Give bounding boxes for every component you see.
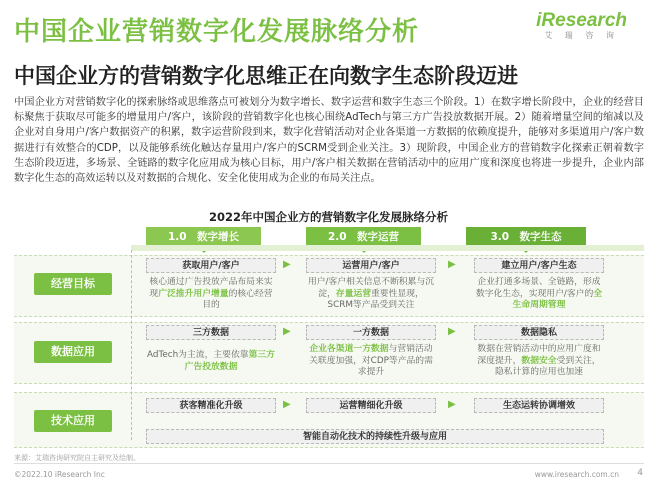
data-header-1: 三方数据 — [146, 325, 276, 340]
phase-bar — [131, 245, 644, 251]
phase-tab-1: 1.0 数字增长 — [146, 227, 261, 247]
page-title: 中国企业营销数字化发展脉络分析 — [14, 17, 420, 47]
logo-text: iResearch — [536, 10, 627, 31]
data-desc-3: 数据在营销活动中的应用广度和深度提升，数据安全受到关注，隐私计算的应用也加速 — [477, 344, 601, 377]
divider — [14, 463, 644, 464]
arrow-icon: ▶ — [448, 259, 456, 270]
goal-header-2: 运营用户/客户 — [306, 258, 436, 273]
arrow-icon: ▶ — [448, 326, 456, 337]
data-desc-1: AdTech为主流，主要依靠第三方广告投放数据 — [147, 350, 275, 372]
chart-title: 2022年中国企业方的营销数字化发展脉络分析 — [208, 210, 448, 224]
phase-tab-2: 2.0 数字运营 — [306, 227, 421, 247]
arrow-icon: ▶ — [283, 399, 291, 410]
row-label-goals: 经营目标 — [34, 273, 112, 295]
arrow-icon: ▶ — [283, 326, 291, 337]
data-desc-2: 企业各渠道一方数据与营销活动关联度加强，对CDP等产品的需求提升 — [309, 344, 433, 377]
data-header-2: 一方数据 — [306, 325, 436, 340]
goal-desc-3: 企业打通多场景、全链路，形成数字化生态，实现用户/客户的全生命周期管理 — [475, 277, 603, 310]
row-label-tech: 技术应用 — [34, 410, 112, 432]
tech-header-2: 运营精细化升级 — [306, 398, 436, 413]
copyright: ©2022.10 iResearch Inc — [14, 470, 105, 479]
logo-subtext: 艾 瑞 咨 询 — [544, 31, 619, 40]
data-header-3: 数据隐私 — [474, 325, 604, 340]
page-subtitle: 中国企业方的营销数字化思维正在向数字生态阶段迈进 — [14, 64, 518, 88]
phase-tab-3: 3.0 数字生态 — [466, 227, 586, 247]
goal-header-3: 建立用户/客户生态 — [474, 258, 604, 273]
website: www.iresearch.com.cn — [534, 470, 619, 479]
arrow-icon: ▶ — [448, 399, 456, 410]
page-number: 4 — [637, 468, 643, 478]
goal-desc-1: 核心通过广告投放产品布局来实现广泛推升用户增量的核心经营目的 — [149, 277, 273, 310]
row-label-data: 数据应用 — [34, 341, 112, 363]
goal-header-1: 获取用户/客户 — [146, 258, 276, 273]
tech-header-3: 生态运转协调增效 — [474, 398, 604, 413]
iresearch-logo — [536, 10, 627, 41]
source-note: 来源：艾瑞咨询研究院自主研究及绘制。 — [14, 454, 140, 462]
tech-footer-bar: 智能自动化技术的持续性升级与应用 — [146, 429, 604, 444]
divider — [131, 250, 132, 440]
tech-header-1: 获客精准化升级 — [146, 398, 276, 413]
goal-desc-2: 用户/客户相关信息不断积累与沉淀，存量运营重要性显现，SCRM等产品受到关注 — [307, 277, 435, 310]
body-paragraph: 中国企业方对营销数字化的探索脉络或思维落点可被划分为数字增长、数字运营和数字生态三个阶段。1）在数字增长阶段中，企业的经营目标聚焦于获取尽可能多的增量用户/客户，该阶段的营销数字化也核心围绕AdTech与第三方广告投放数据开展。2）随着增量空间的缩减以及企业对自身用户/客户数据资产的积累，数字运营阶段到来，数字化营销活动对企业各渠道一方数据的依赖度提升，能够对多渠道用户/客户数据进行有效整合的CDP，以及能够系统化触达存量用户/客户的SCRM受到企业关注。3）现阶段，中国企业方的营销数字化探索正朝着数字生态阶段迈进，多场景、全链路的数字化应用成为核心目标，用户/客户相关数据在营销活动中的应用广度和深度也将进一步提升，企业内部数字化生态的高效运转以及对数据的合规化、安全化使用成为企业的布局关注点。 — [14, 97, 644, 185]
arrow-icon: ▶ — [283, 259, 291, 270]
